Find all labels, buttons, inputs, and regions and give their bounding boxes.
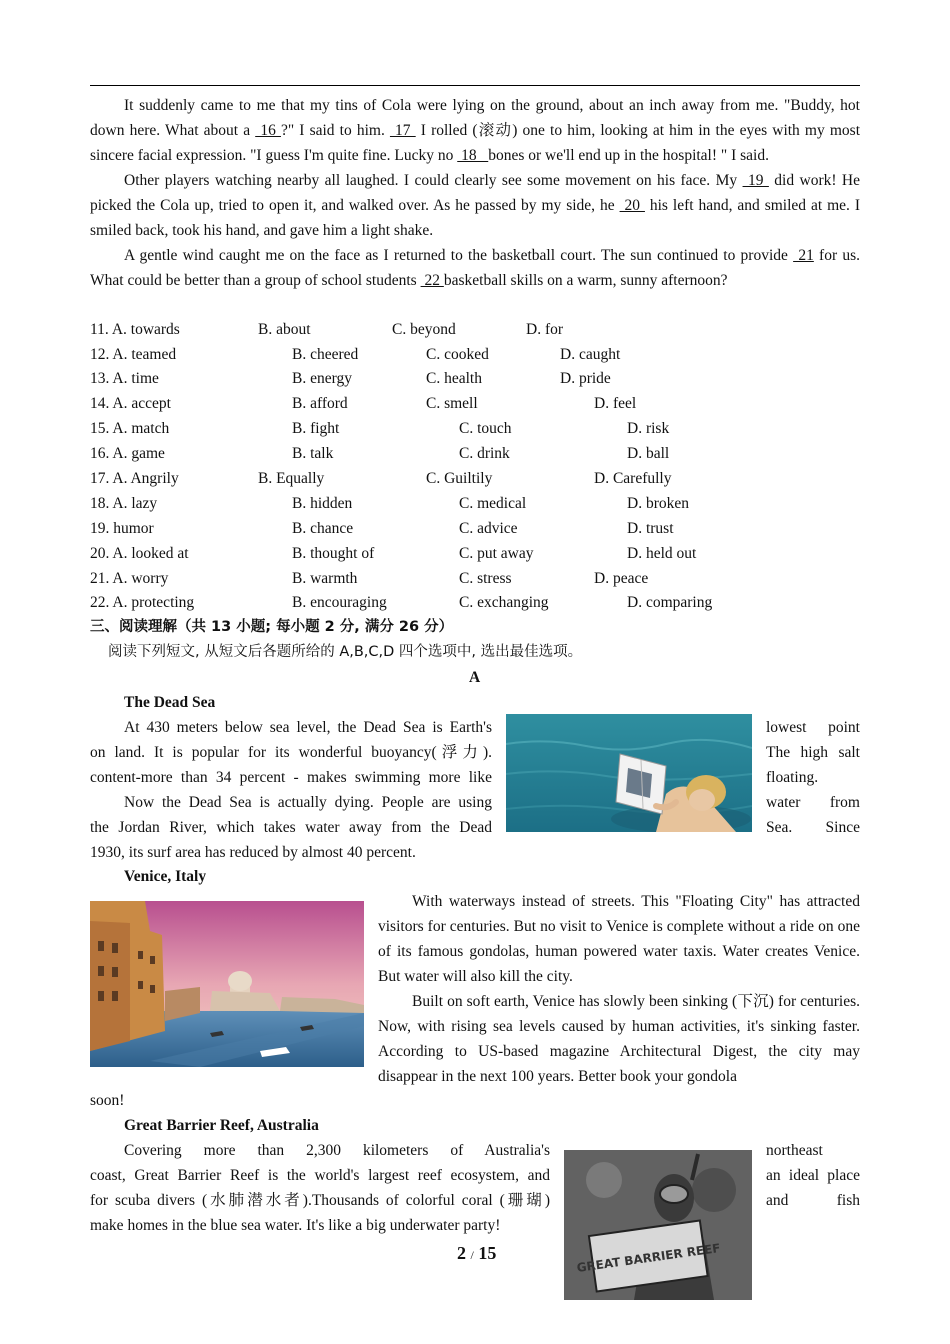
blank-16: 16 bbox=[255, 122, 281, 139]
reef-line-3: for scuba divers (水肺潜水者).Thousands of colorful coral (珊瑚) bbox=[90, 1192, 550, 1209]
page-number bbox=[457, 1241, 496, 1268]
option-12-b: B. cheered bbox=[292, 346, 359, 363]
section-instruction: 阅读下列短文, 从短文后各题所给的 A,B,C,D 四个选项中, 选出最佳选项。 bbox=[108, 644, 583, 660]
option-16-c: C. drink bbox=[459, 445, 510, 462]
reef-photo bbox=[564, 1150, 752, 1300]
option-11-d: D. for bbox=[526, 321, 564, 338]
option-15-a: 15. A. match bbox=[90, 420, 170, 437]
dead-sea-line-1: At 430 meters below sea level, the Dead Sea is Earth's bbox=[124, 719, 492, 736]
option-14-d: D. feel bbox=[594, 395, 637, 412]
venice-paragraph-1: With waterways instead of streets. This "Floating City" has attracted visitors for centuries. But no visit to Venice is complete without a ride on one of its famous gondolas, human powered water taxis. Water creates Venice. But water will also kill the city. bbox=[378, 893, 860, 985]
option-18-a: 18. A. lazy bbox=[90, 495, 158, 512]
total-pages: 15 bbox=[478, 1243, 497, 1263]
reef-line-2-right: an ideal place bbox=[766, 1167, 860, 1184]
dead-sea-line-2: on land. It is popular for its wonderful buoyancy(浮力). bbox=[90, 744, 492, 761]
option-20-a: 20. A. looked at bbox=[90, 545, 189, 562]
option-21-b: B. warmth bbox=[292, 570, 358, 587]
option-17-b: B. Equally bbox=[258, 470, 325, 487]
option-13-b: B. energy bbox=[292, 370, 352, 387]
option-13-c: C. health bbox=[426, 370, 482, 387]
venice-title: Venice, Italy bbox=[124, 868, 207, 885]
option-20-b: B. thought of bbox=[292, 545, 375, 562]
option-22-b: B. encouraging bbox=[292, 594, 387, 611]
reef-line-3-right: and fish bbox=[766, 1192, 860, 1209]
option-19-d: D. trust bbox=[627, 520, 674, 537]
option-16-a: 16. A. game bbox=[90, 445, 165, 462]
option-21-c: C. stress bbox=[459, 570, 512, 587]
option-14-b: B. afford bbox=[292, 395, 348, 412]
reef-line-1-right: northeast bbox=[766, 1142, 823, 1159]
option-19-c: C. advice bbox=[459, 520, 518, 537]
option-11-a: 11. A. towards bbox=[90, 321, 180, 338]
option-22-a: 22. A. protecting bbox=[90, 594, 195, 611]
venice-paragraph-2: Built on soft earth, Venice has slowly been sinking (下沉) for centuries. Now, with rising sea levels caused by human activities, it's sinking faster. According to US-based magazine Architectural Digest, the city may disappear in the next 100 years. Better book your gondola bbox=[378, 993, 860, 1085]
blank-20: 20 bbox=[619, 197, 645, 214]
paragraph-1: It suddenly came to me that my tins of Cola were lying on the ground, about an inch away from me. "Buddy, hot down here. What about a 16 ?" I said to him. 17 I rolled (滚动) one to him, looking at him in the eyes with my most sincere facial expression. "I guess I'm quite fine. Lucky no 18 bones or we'll end up in the hospital! " I said. bbox=[90, 97, 860, 164]
option-15-d: D. risk bbox=[627, 420, 670, 437]
paragraph-2: Other players watching nearby all laughed. I could clearly see some movement on his face. My 19 did work! He picked the Cola up, tried to open it, and walked over. As he passed by my side, he 20 his left hand, and smiled at me. I smiled back, took his hand, and gave him a light shake. bbox=[90, 172, 861, 239]
header-rule bbox=[90, 85, 860, 86]
option-18-c: C. medical bbox=[459, 495, 527, 512]
option-22-d: D. comparing bbox=[627, 594, 713, 611]
option-22-c: C. exchanging bbox=[459, 594, 549, 611]
option-11-b: B. about bbox=[258, 321, 311, 338]
dead-sea-title: The Dead Sea bbox=[124, 694, 216, 711]
option-15-b: B. fight bbox=[292, 420, 340, 437]
page-separator: / bbox=[470, 1248, 474, 1262]
option-20-c: C. put away bbox=[459, 545, 534, 562]
option-17-c: C. Guiltily bbox=[426, 470, 493, 487]
reef-sign-text: GREAT BARRIER REEF bbox=[575, 1240, 722, 1275]
dead-sea-line-6: 1930, its surf area has reduced by almost 40 percent. bbox=[90, 844, 416, 861]
option-16-b: B. talk bbox=[292, 445, 334, 462]
option-11-c: C. beyond bbox=[392, 321, 456, 338]
option-17-d: D. Carefully bbox=[594, 470, 672, 487]
dead-sea-line-5-right: Sea. Since bbox=[766, 819, 860, 836]
venice-text bbox=[378, 889, 860, 1089]
dead-sea-line-4: Now the Dead Sea is actually dying. People are using bbox=[124, 794, 492, 811]
blank-19: 19 bbox=[742, 172, 769, 189]
dead-sea-line-3: content-more than 34 percent - makes swimming more like bbox=[90, 769, 492, 786]
section-heading: 三、阅读理解（共 13 小题; 每小题 2 分, 满分 26 分） bbox=[90, 619, 454, 635]
option-14-c: C. smell bbox=[426, 395, 478, 412]
option-14-a: 14. A. accept bbox=[90, 395, 171, 412]
dead-sea-line-2-right: The high salt bbox=[766, 744, 860, 761]
option-12-d: D. caught bbox=[560, 346, 621, 363]
venice-photo bbox=[90, 901, 364, 1067]
option-17-a: 17. A. Angrily bbox=[90, 470, 179, 487]
passage-letter: A bbox=[469, 669, 481, 686]
blank-21: 21 bbox=[793, 247, 814, 264]
venice-tail: soon! bbox=[90, 1092, 125, 1109]
blank-22: 22 bbox=[420, 272, 444, 289]
option-21-a: 21. A. worry bbox=[90, 570, 169, 587]
option-12-c: C. cooked bbox=[426, 346, 489, 363]
dead-sea-line-4-right: water from bbox=[766, 794, 860, 811]
reef-title: Great Barrier Reef, Australia bbox=[124, 1117, 319, 1134]
reef-line-2: coast, Great Barrier Reef is the world's largest reef ecosystem, and bbox=[90, 1167, 550, 1184]
current-page: 2 bbox=[457, 1243, 466, 1263]
option-20-d: D. held out bbox=[627, 545, 697, 562]
option-18-b: B. hidden bbox=[292, 495, 353, 512]
option-16-d: D. ball bbox=[627, 445, 670, 462]
dead-sea-line-5: the Jordan River, which takes water away from the Dead bbox=[90, 819, 492, 836]
paragraph-3: A gentle wind caught me on the face as I returned to the basketball court. The sun continued to provide 21 for us. What could be better than a group of school students 22 basketball skills on a warm, sunny afternoon? bbox=[90, 247, 861, 289]
blank-17: 17 bbox=[389, 122, 416, 139]
cloze-passage bbox=[90, 93, 860, 293]
option-19-b: B. chance bbox=[292, 520, 354, 537]
dead-sea-photo bbox=[506, 714, 752, 832]
dead-sea-line-3-right: floating. bbox=[766, 769, 819, 786]
option-13-d: D. pride bbox=[560, 370, 611, 387]
reef-line-4: make homes in the blue sea water. It's like a big underwater party! bbox=[90, 1217, 501, 1234]
blank-18: 18 bbox=[457, 147, 489, 164]
option-15-c: C. touch bbox=[459, 420, 512, 437]
option-19-a: 19. humor bbox=[90, 520, 154, 537]
option-13-a: 13. A. time bbox=[90, 370, 159, 387]
reef-line-1: Covering more than 2,300 kilometers of Australia's bbox=[124, 1142, 550, 1159]
option-21-d: D. peace bbox=[594, 570, 649, 587]
option-12-a: 12. A. teamed bbox=[90, 346, 177, 363]
option-18-d: D. broken bbox=[627, 495, 689, 512]
dead-sea-line-1-right: lowest point bbox=[766, 719, 860, 736]
